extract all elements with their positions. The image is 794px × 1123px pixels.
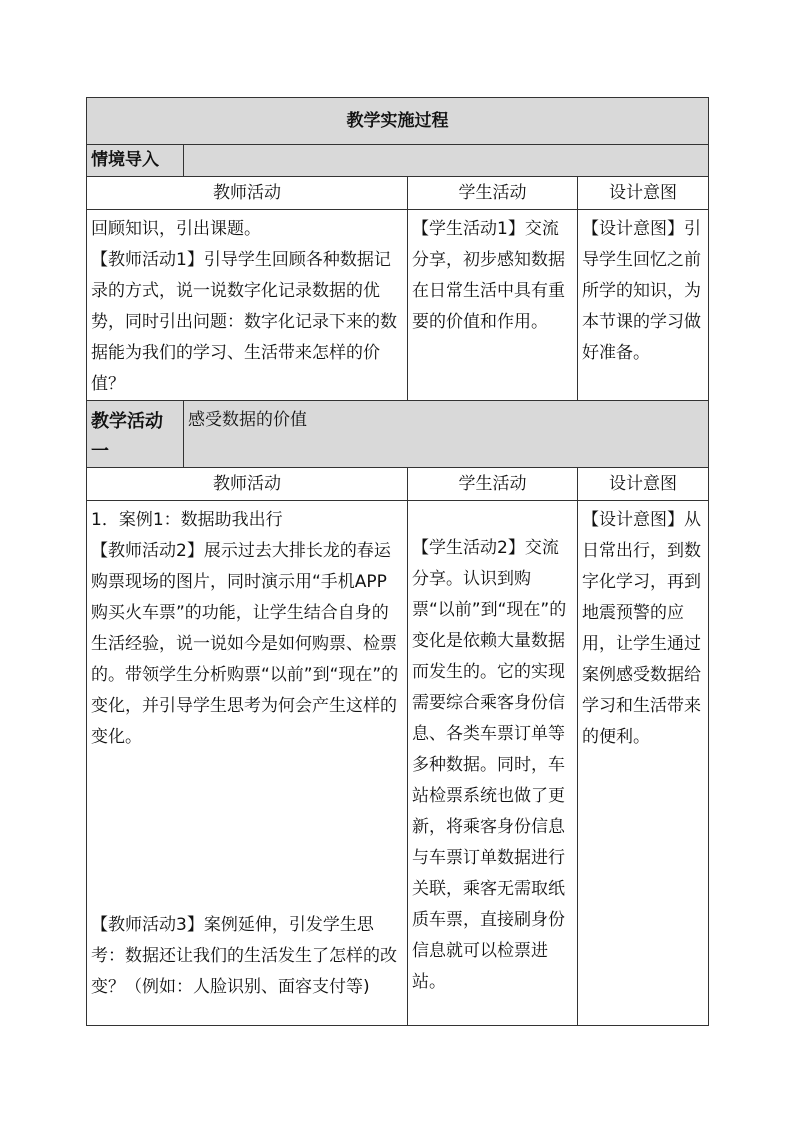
student-activity-cell — [408, 501, 578, 1026]
teacher-activity-cell — [87, 501, 408, 1026]
section-label-activity-one: 教学活动一 — [87, 401, 184, 468]
teacher-text: 回顾知识，引出课题。 — [91, 219, 261, 239]
section-label-intro: 情境导入 — [87, 145, 184, 177]
intent-text: 【设计意图】从日常出行，到数字化学习，再到地震预警的应用，让学生通过案例感受数据给学习和生活带来的便利。 — [582, 510, 701, 747]
section-topic: 感受数据的价值 — [184, 401, 709, 468]
intent-text: 【设计意图】引导学生回忆之前所学的知识，为本节课的学习做好准备。 — [582, 219, 701, 363]
teacher-text: 1．案例1：数据助我出行 — [91, 510, 283, 530]
table-title: 教学实施过程 — [87, 98, 709, 145]
header-student: 学生活动 — [408, 468, 578, 501]
teacher-activity-cell — [87, 210, 408, 401]
header-teacher: 教师活动 — [87, 468, 408, 501]
design-intent-cell — [578, 501, 709, 1026]
header-intent: 设计意图 — [578, 177, 709, 210]
design-intent-cell — [578, 210, 709, 401]
header-intent: 设计意图 — [578, 468, 709, 501]
header-student: 学生活动 — [408, 177, 578, 210]
lesson-plan-table — [86, 97, 709, 1026]
spacer — [91, 753, 403, 910]
teacher-text: 【教师活动3】案例延伸，引发学生思考：数据还让我们的生活发生了怎样的改变？（例如：人脸识别、面容支付等) — [91, 915, 397, 997]
teacher-text: 【教师活动2】展示过去大排长龙的春运购票现场的图片，同时演示用“手机APP购买火车票”的功能，让学生结合自身的生活经验，说一说如今是如何购票、检票的。带领学生分析购票“以前”到“现在”的变化，并引导学生思考为何会产生这样的变化。 — [91, 541, 399, 747]
header-teacher: 教师活动 — [87, 177, 408, 210]
section-label-filler — [184, 145, 709, 177]
student-text: 【学生活动1】交流分享，初步感知数据在日常生活中具有重要的价值和作用。 — [412, 219, 565, 332]
student-text: 【学生活动2】交流分享。认识到购票“以前”到“现在”的变化是依赖大量数据而发生的。它的实现需要综合乘客身份信息、各类车票订单等多种数据。同时，车站检票系统也做了更新，将乘客身份信息与车票订单数据进行关联，乘客无需取纸质车票，直接刷身份信息就可以检票进站。 — [412, 538, 567, 992]
student-activity-cell — [408, 210, 578, 401]
teacher-text: 【教师活动1】引导学生回顾各种数据记录的方式，说一说数字化记录数据的优势，同时引出问题：数字化记录下来的数据能为我们的学习、生活带来怎样的价值？ — [91, 250, 397, 394]
